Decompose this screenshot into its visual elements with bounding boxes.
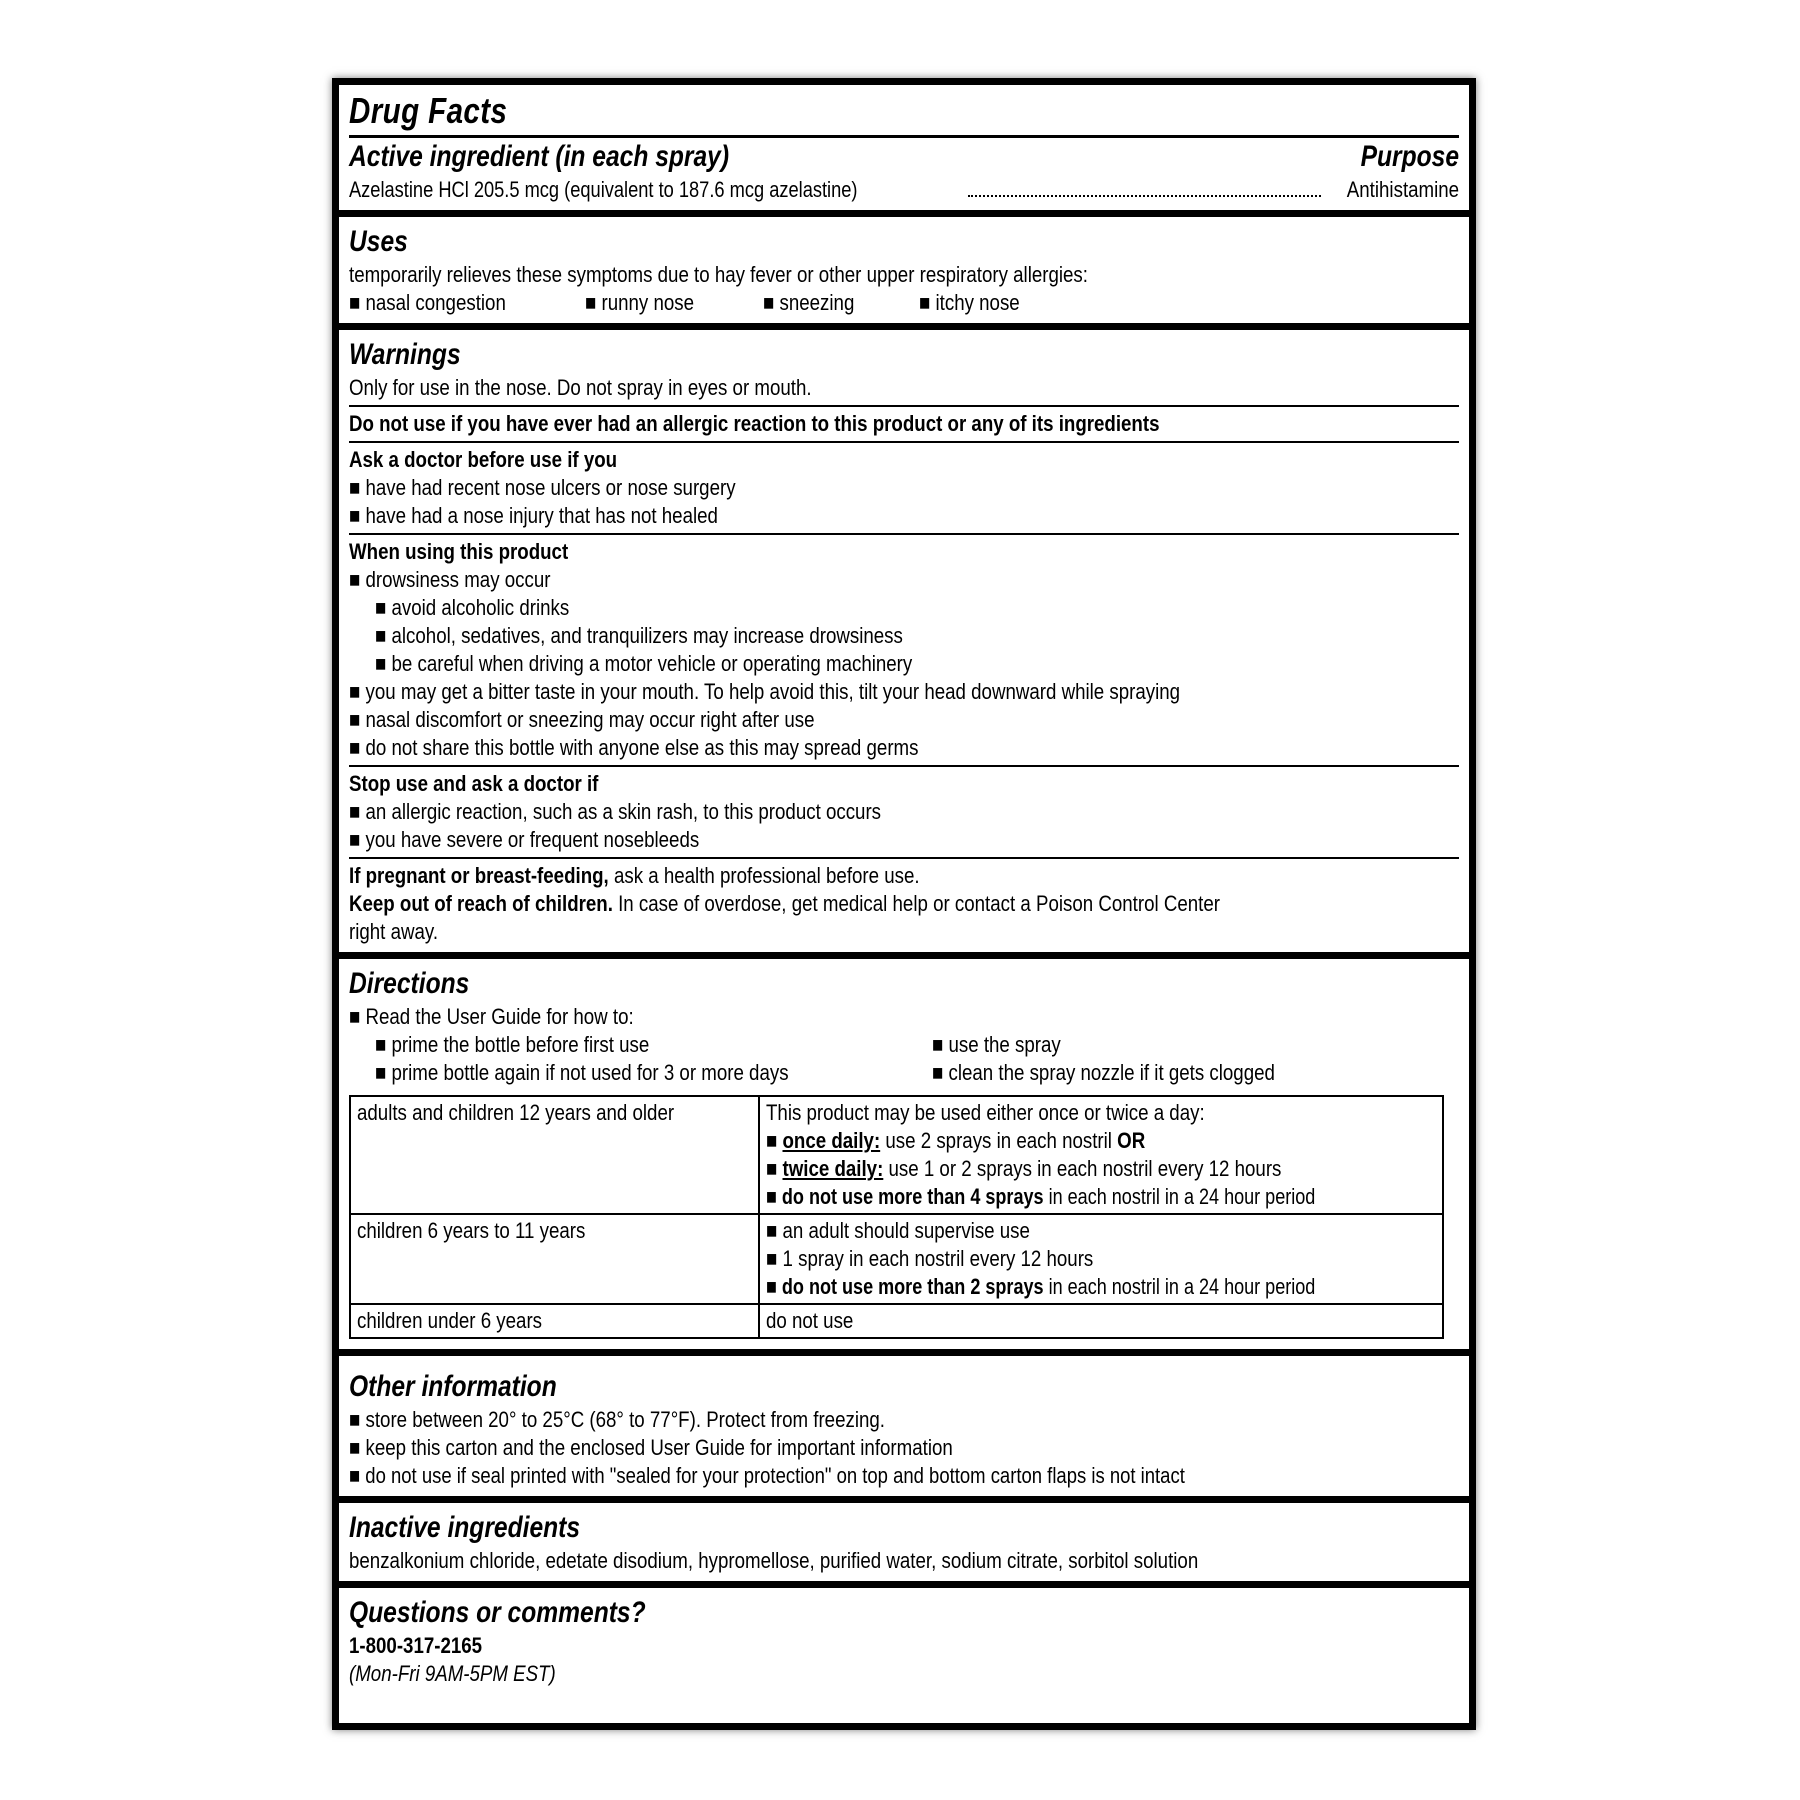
when-using-item: ■ do not share this bottle with anyone else as this may spread germs	[349, 734, 918, 762]
purpose-text: Antihistamine	[1346, 177, 1459, 202]
directions-guide-item: ■ prime the bottle before first use	[375, 1031, 649, 1059]
directions-section	[339, 952, 1469, 1349]
dosage-table	[349, 1095, 1444, 1339]
pregnancy-bold: If pregnant or breast-feeding,	[349, 863, 609, 888]
uses-item: ■ itchy nose	[919, 289, 1020, 317]
dosage-line: ■ do not use more than 4 sprays in each nostril in a 24 hour period	[766, 1183, 1315, 1211]
stop-use-item: ■ you have severe or frequent nosebleeds	[349, 826, 699, 854]
when-using-subitem: ■ be careful when driving a motor vehicle or operating machinery	[375, 650, 912, 678]
when-using-item: ■ you may get a bitter taste in your mouth. To help avoid this, tilt your head downward while spraying	[349, 678, 1180, 706]
directions-guide-item: ■ prime bottle again if not used for 3 or more days	[375, 1059, 789, 1087]
drug-facts-panel	[332, 78, 1476, 1730]
uses-intro: temporarily relieves these symptoms due to hay fever or other upper respiratory allergies:	[349, 262, 1088, 287]
when-using-item: ■ drowsiness may occur	[349, 566, 550, 594]
questions-phone: 1-800-317-2165	[349, 1633, 483, 1658]
dosage-line: do not use	[766, 1308, 854, 1333]
ask-doctor-item: ■ have had a nose injury that has not healed	[349, 502, 718, 530]
dosage-line: ■ once daily: use 2 sprays in each nostril OR	[766, 1127, 1145, 1155]
drug-facts-header	[339, 85, 1469, 210]
drug-facts-title: Drug Facts	[349, 90, 508, 131]
directions-guide-item: ■ clean the spray nozzle if it gets clogged	[932, 1059, 1275, 1087]
do-not-use-text: Do not use if you have ever had an allergic reaction to this product or any of its ingredients	[349, 411, 1160, 436]
dosage-row	[350, 1096, 1443, 1214]
dosage-instructions	[759, 1096, 1443, 1214]
warnings-intro: Only for use in the nose. Do not spray in eyes or mouth.	[349, 375, 812, 400]
questions-hours: (Mon-Fri 9AM-5PM EST)	[349, 1661, 556, 1686]
keep-out-bold: Keep out of reach of children.	[349, 891, 613, 916]
dosage-line: This product may be used either once or twice a day:	[766, 1100, 1205, 1125]
active-ingredient-text: Azelastine HCl 205.5 mcg (equivalent to 187.6 mcg azelastine)	[349, 177, 858, 202]
uses-section	[339, 210, 1469, 323]
when-using-subitem: ■ alcohol, sedatives, and tranquilizers may increase drowsiness	[375, 622, 903, 650]
dosage-row	[350, 1214, 1443, 1304]
dosage-line: ■ do not use more than 2 sprays in each nostril in a 24 hour period	[766, 1273, 1315, 1301]
ask-doctor-heading: Ask a doctor before use if you	[349, 447, 618, 472]
uses-item: ■ sneezing	[763, 289, 896, 317]
dosage-age: children 6 years to 11 years	[350, 1214, 759, 1304]
keep-out-rest-line2: right away.	[349, 919, 439, 944]
questions-heading: Questions or comments?	[349, 1596, 646, 1629]
stop-use-item: ■ an allergic reaction, such as a skin rash, to this product occurs	[349, 798, 881, 826]
purpose-heading: Purpose	[1360, 140, 1459, 173]
active-ingredient-heading: Active ingredient (in each spray)	[349, 140, 730, 173]
pregnancy-rest: ask a health professional before use.	[608, 863, 920, 888]
pregnancy-warning	[349, 862, 920, 890]
dosage-age: children under 6 years	[350, 1304, 759, 1338]
directions-guide-item: ■ use the spray	[932, 1031, 1061, 1059]
uses-item: ■ nasal congestion	[349, 289, 550, 317]
warnings-section	[339, 323, 1469, 952]
warnings-heading: Warnings	[349, 338, 461, 371]
questions-section	[339, 1581, 1469, 1694]
keep-out-rest: In case of overdose, get medical help or contact a Poison Control Center	[612, 891, 1220, 916]
when-using-item: ■ nasal discomfort or sneezing may occur right after use	[349, 706, 815, 734]
dosage-instructions	[759, 1214, 1443, 1304]
dosage-age: adults and children 12 years and older	[350, 1096, 759, 1214]
other-info-item: ■ do not use if seal printed with "sealed for your protection" on top and bottom carton flaps is not intact	[349, 1462, 1185, 1490]
directions-heading: Directions	[349, 967, 470, 1000]
other-info-item: ■ store between 20° to 25°C (68° to 77°F). Protect from freezing.	[349, 1406, 885, 1434]
inactive-text: benzalkonium chloride, edetate disodium, hypromellose, purified water, sodium citrate, sorbitol solution	[349, 1548, 1199, 1573]
inactive-heading: Inactive ingredients	[349, 1511, 581, 1544]
dosage-line: ■ twice daily: use 1 or 2 sprays in each nostril every 12 hours	[766, 1155, 1281, 1183]
uses-heading: Uses	[349, 225, 408, 258]
other-info-section	[339, 1349, 1469, 1496]
uses-item: ■ runny nose	[585, 289, 736, 317]
keep-out-warning	[349, 890, 1220, 918]
directions-read: ■ Read the User Guide for how to:	[349, 1003, 634, 1031]
dosage-row	[350, 1304, 1443, 1338]
other-info-heading: Other information	[349, 1370, 557, 1403]
other-info-item: ■ keep this carton and the enclosed User Guide for important information	[349, 1434, 953, 1462]
ask-doctor-item: ■ have had recent nose ulcers or nose surgery	[349, 474, 736, 502]
stop-use-heading: Stop use and ask a doctor if	[349, 771, 599, 796]
when-using-heading: When using this product	[349, 539, 569, 564]
leader-dots	[968, 195, 1321, 197]
dosage-instructions	[759, 1304, 1443, 1338]
inactive-section	[339, 1496, 1469, 1581]
dosage-line: ■ 1 spray in each nostril every 12 hours	[766, 1245, 1093, 1273]
when-using-subitem: ■ avoid alcoholic drinks	[375, 594, 569, 622]
dosage-line: ■ an adult should supervise use	[766, 1217, 1030, 1245]
